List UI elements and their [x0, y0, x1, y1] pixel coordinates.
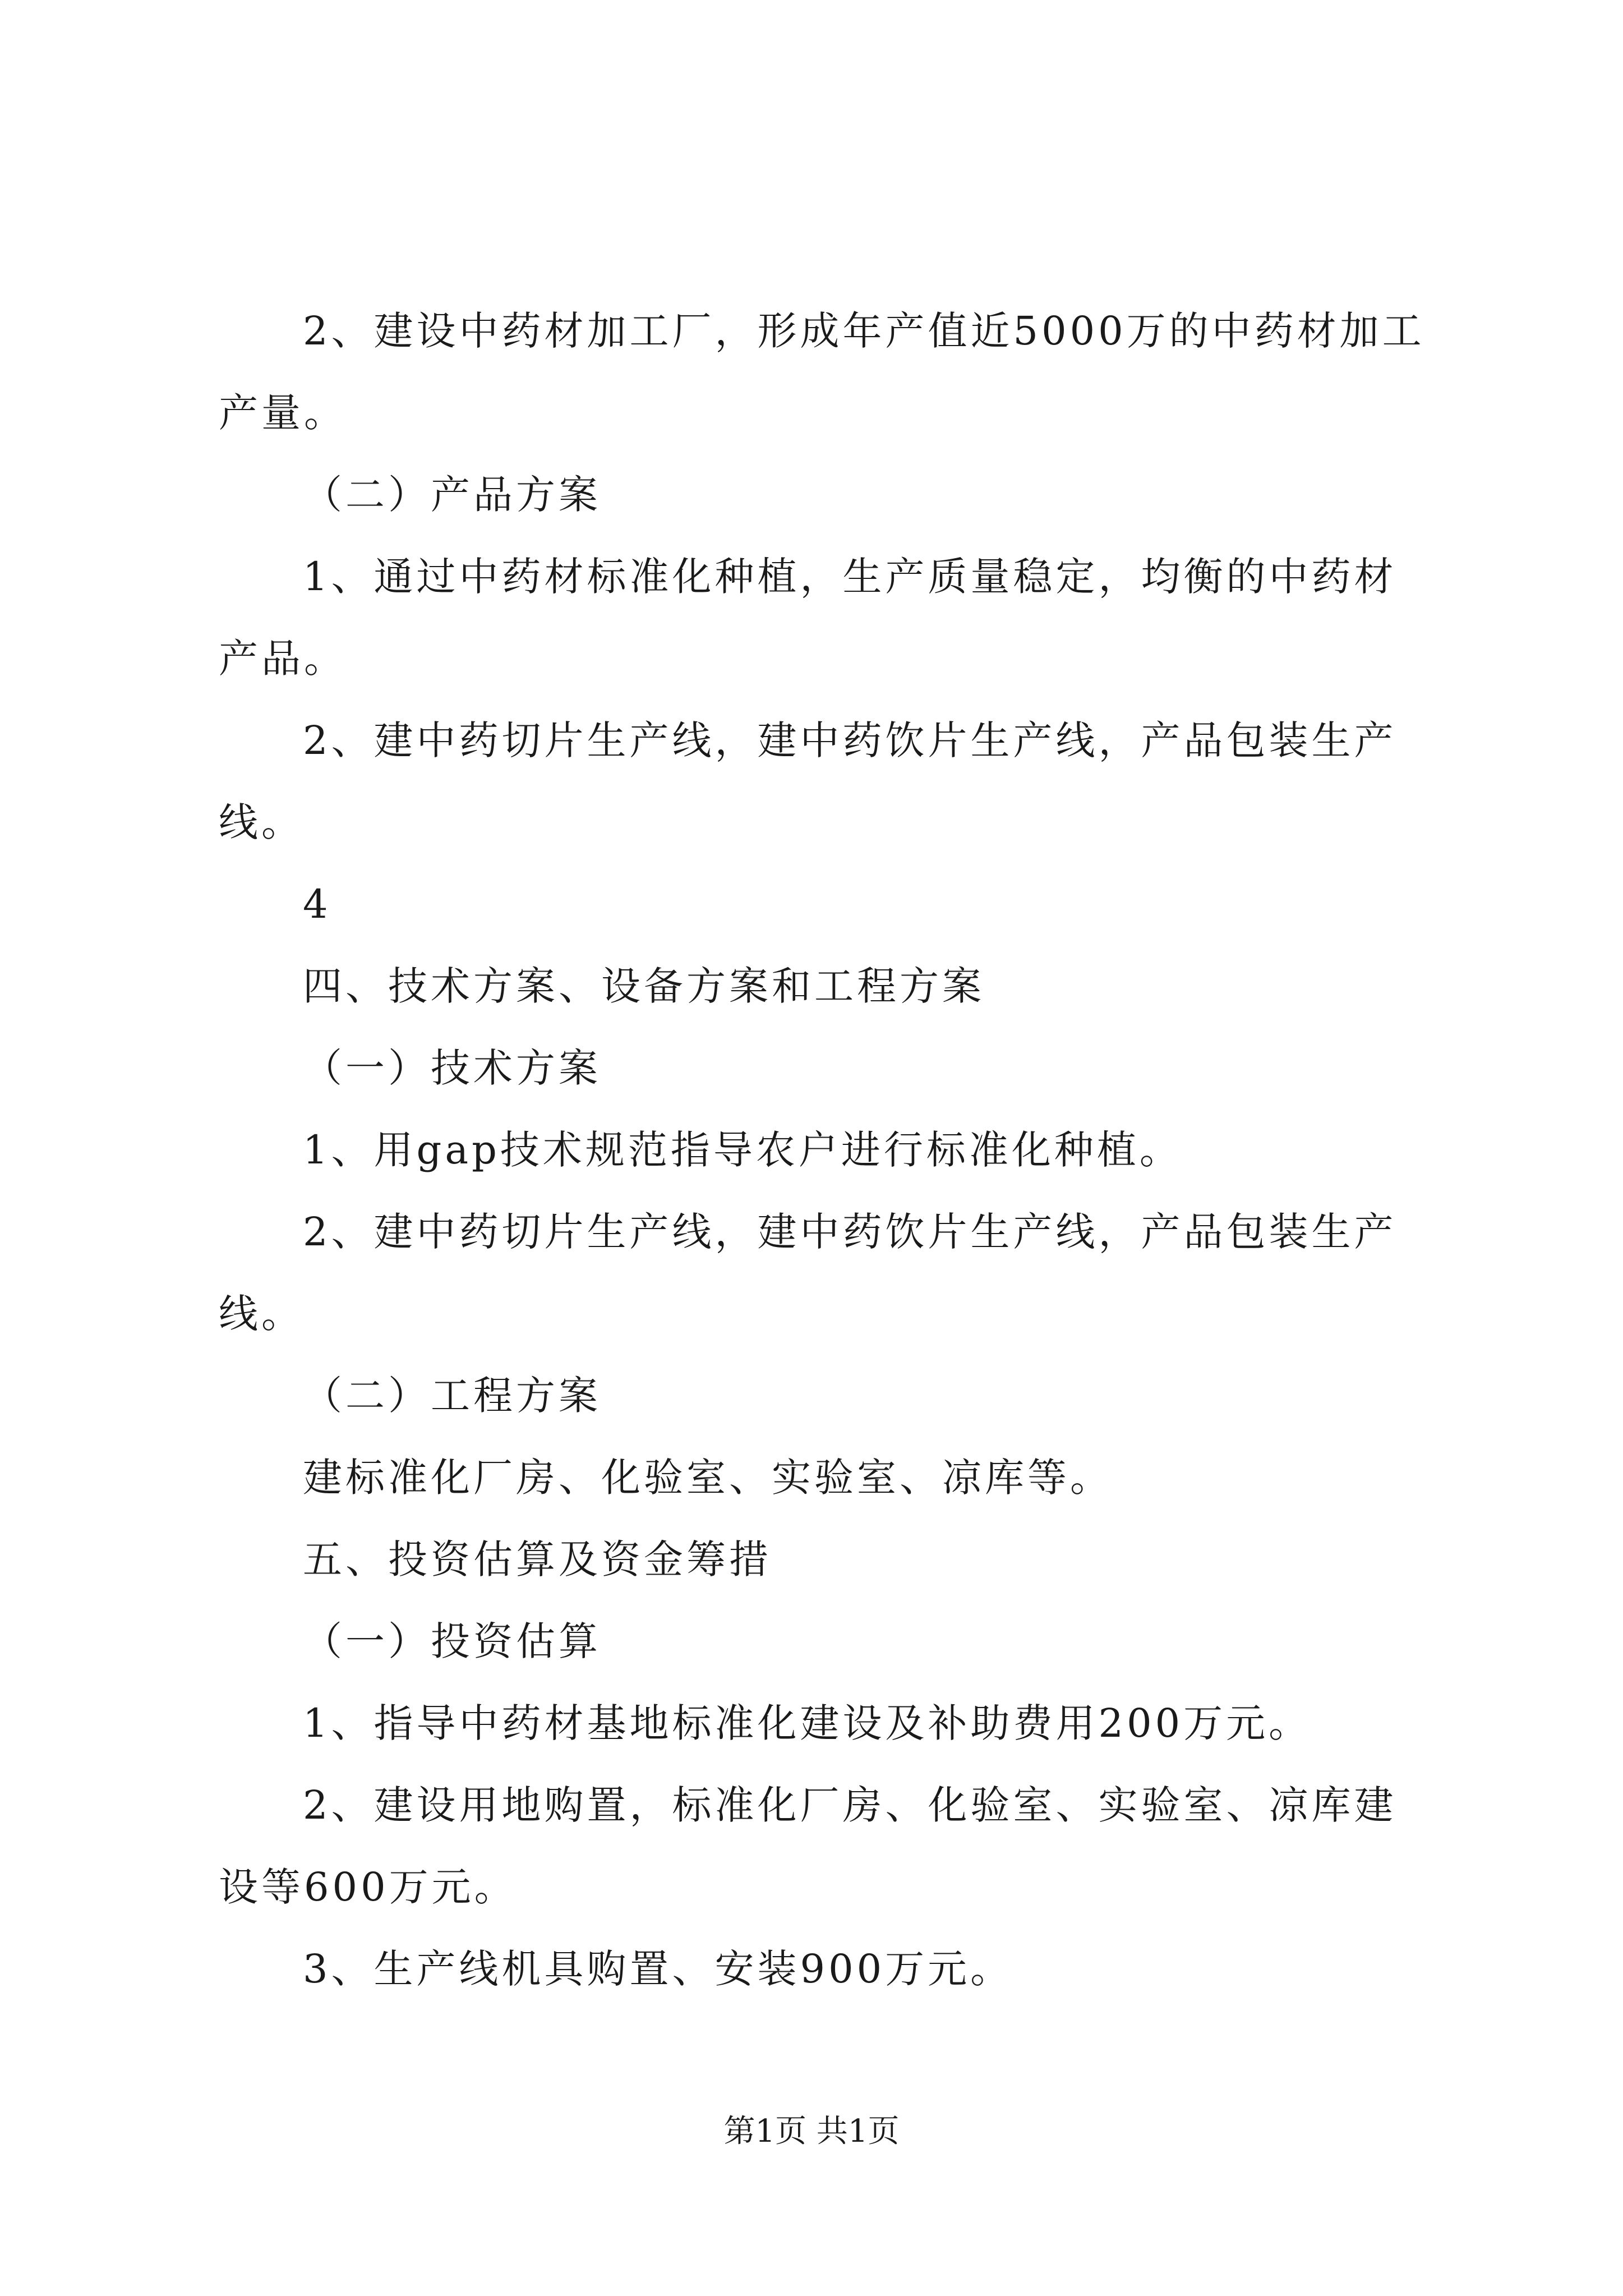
paragraph-line: 产品。 — [219, 636, 347, 682]
paragraph-line: 1、通过中药材标准化种植，生产质量稳定，均衡的中药材 — [303, 554, 1397, 600]
section-heading: （一）技术方案 — [303, 1045, 601, 1091]
paragraph-line: 设等600万元。 — [219, 1864, 517, 1910]
section-heading: （二）产品方案 — [303, 472, 601, 518]
paragraph-line: 线。 — [219, 1291, 304, 1337]
paragraph-line: 产量。 — [219, 390, 347, 436]
paragraph-line: 1、指导中药材基地标准化建设及补助费用200万元。 — [303, 1700, 1312, 1746]
paragraph-line: 1、用gap技术规范指导农户进行标准化种植。 — [303, 1127, 1182, 1173]
page-number-marker: 4 — [303, 881, 331, 927]
paragraph-line: 2、建中药切片生产线，建中药饮片生产线，产品包装生产 — [303, 1209, 1397, 1255]
paragraph-line: 2、建设用地购置，标准化厂房、化验室、实验室、凉库建 — [303, 1782, 1397, 1828]
paragraph-line: 建标准化厂房、化验室、实验室、凉库等。 — [303, 1455, 1113, 1501]
section-heading: （一）投资估算 — [303, 1618, 601, 1664]
page-footer: 第1页 共1页 — [723, 2113, 900, 2150]
paragraph-line: 3、生产线机具购置、安装900万元。 — [303, 1946, 1013, 1992]
paragraph-line: 线。 — [219, 799, 304, 845]
section-heading: 四、技术方案、设备方案和工程方案 — [303, 963, 985, 1009]
paragraph-line: 2、建中药切片生产线，建中药饮片生产线，产品包装生产 — [303, 717, 1397, 763]
section-heading: 五、投资估算及资金筹措 — [303, 1536, 772, 1582]
paragraph-line: 2、建设中药材加工厂，形成年产值近5000万的中药材加工 — [303, 308, 1425, 354]
section-heading: （二）工程方案 — [303, 1373, 601, 1419]
